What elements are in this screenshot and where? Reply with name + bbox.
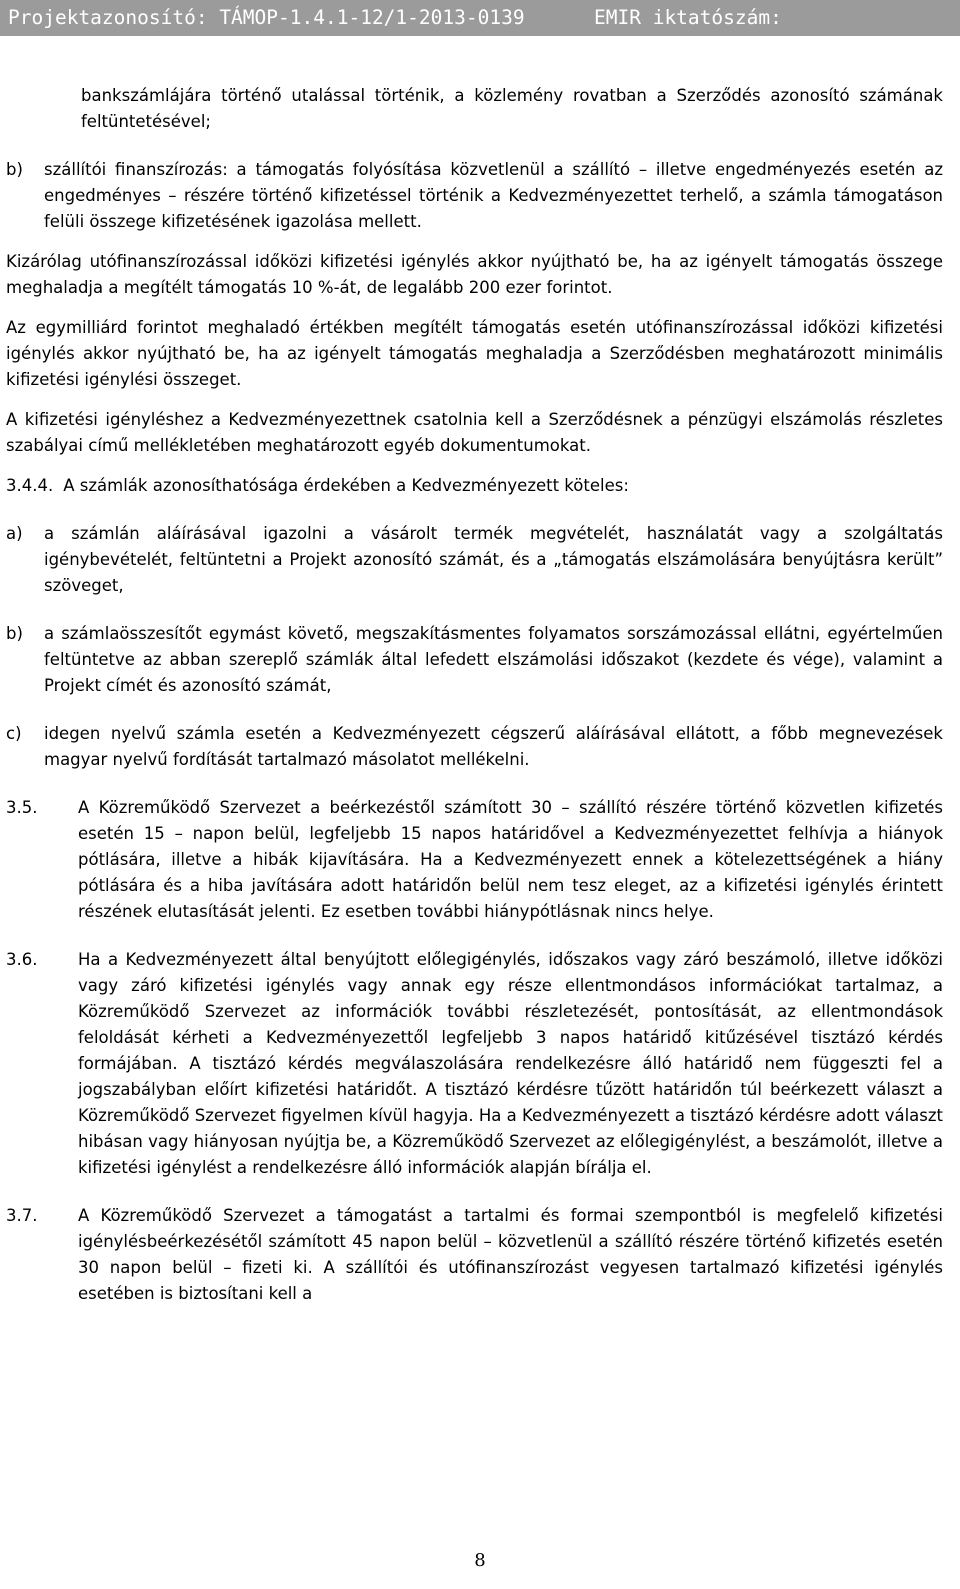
page-number: 8: [474, 1550, 486, 1571]
section-3-5: [6, 795, 943, 925]
paragraph: A kifizetési igényléshez a Kedvezményezettnek csatolnia kell a Szerződésnek a pénzügyi elszámolás részletes szabályai című mellékletében meghatározott egyéb dokumentumokat.: [6, 410, 943, 455]
section-3-6: [6, 947, 943, 1181]
section-3-4-4: [6, 473, 943, 499]
list-marker: a): [6, 524, 23, 543]
list-item-c: [6, 721, 943, 773]
continued-text: bankszámlájára történő utalással történik, a közlemény rovatban a Szerződés azonosító számának feltüntetésével;: [81, 86, 943, 131]
project-id: Projektazonosító: TÁMOP-1.4.1-12/1-2013-0139: [8, 6, 525, 29]
section-text: A Közreműködő Szervezet a támogatást a tartalmi és formai szempontból is megfelelő kifizetési igénylésbeérkezésétől számított 45 napon belül – közvetlenül a szállító részére történő kifizetés esetén 30 napon belül – fizeti ki. A szállítói és utófinanszírozást vegyesen tartalmazó kifizetési igénylés esetében is biztosítani kell a: [78, 1206, 943, 1303]
section-number: 3.4.4.: [6, 476, 54, 495]
section-text: Ha a Kedvezményezett által benyújtott előlegigénylés, időszakos vagy záró beszámoló, illetve időközi vagy záró kifizetési igénylés vagy annak egy része ellentmondásos információkat tartalmaz, a Közreműködő Szervezet az információk további részletezését, pontosítását, az ellentmondások feloldását kérheti a Kedvezményezettől legfeljebb 3 napos határidő kitűzésével tisztázó kérdés formájában. A tisztázó kérdés megválaszolására rendelkezésre álló határidő nem függeszti fel a jogszabályban előírt kifizetési határidőt. A tisztázó kérdésre tűzött határidőn túl beérkezett választ a Közreműködő Szervezet figyelmen kívül hagyja. Ha a Kedvezményezett a tisztázó kérdésre adott választ hibásan vagy hiányosan nyújtja be, a Közreműködő Szervezet az előlegigénylést, a beszámolót, illetve a kifizetési igénylést a rendelkezésre álló információk alapján bírálja el.: [78, 950, 943, 1177]
list-text: a számlaösszesítőt egymást követő, megszakításmentes folyamatos sorszámozással ellátni, egyértelműen feltüntetve az abban szereplő számlák által lefedett elszámolási időszakot (kezdete és vége), valamint a Projekt címét és azonosító számát,: [44, 624, 943, 695]
paragraph: Az egymilliárd forintot meghaladó értékben megítélt támogatás esetén utófinanszírozással időközi kifizetési igénylés akkor nyújtható be, ha az igényelt támogatás meghaladja a Szerződésben meghatározott minimális kifizetési igénylési összeget.: [6, 318, 943, 389]
list-item-b: [6, 621, 943, 699]
emir-label: EMIR iktatószám:: [594, 6, 782, 29]
section-text: A számlák azonosíthatósága érdekében a Kedvezményezett köteles:: [63, 476, 629, 495]
section-3-7: [6, 1203, 943, 1307]
document-body: [6, 83, 943, 1307]
list-text: idegen nyelvű számla esetén a Kedvezményezett cégszerű aláírásával ellátott, a főbb megnevezések magyar nyelvű fordítását tartalmazó másolatot mellékelni.: [44, 724, 943, 769]
list-text: szállítói finanszírozás: a támogatás folyósítása közvetlenül a szállító – illetve engedményezés esetén az engedményes – részére történő kifizetéssel történik a Kedvezményezettet terhelő, a számla támogatáson felüli összege kifizetésének igazolása mellett.: [44, 160, 943, 231]
list-marker: b): [6, 160, 23, 179]
list-text: a számlán aláírásával igazolni a vásárolt termék megvételét, használatát vagy a szolgáltatás igénybevételét, feltüntetni a Projekt azonosító számát, és a „támogatás elszámolására benyújtásra került” szöveget,: [44, 524, 943, 595]
page-header: [0, 0, 960, 36]
paragraph: Kizárólag utófinanszírozással időközi kifizetési igénylés akkor nyújtható be, ha az igényelt támogatás összege meghaladja a megítélt támogatás 10 %-át, de legalább 200 ezer forintot.: [6, 252, 943, 297]
section-text: A Közreműködő Szervezet a beérkezéstől számított 30 – szállító részére történő közvetlen kifizetés esetén 15 – napon belül, legfeljebb 15 napos határidővel a Kedvezményezettet felhívja a hiányok pótlására, illetve a hibák kijavítására. Ha a Kedvezményezett ennek a kötelezettségének a hiány pótlására és a hiba javítására adott határidőn belül nem tesz eleget, az a kifizetési igénylés érintett részének elutasítását jelenti. Ez esetben további hiánypótlásnak nincs helye.: [78, 798, 943, 921]
list-item-b-supplier: [6, 157, 943, 235]
list-item-a: [6, 521, 943, 599]
section-number: 3.6.: [6, 950, 38, 969]
list-marker: b): [6, 624, 23, 643]
list-marker: c): [6, 724, 22, 743]
section-number: 3.7.: [6, 1206, 38, 1225]
section-number: 3.5.: [6, 798, 38, 817]
